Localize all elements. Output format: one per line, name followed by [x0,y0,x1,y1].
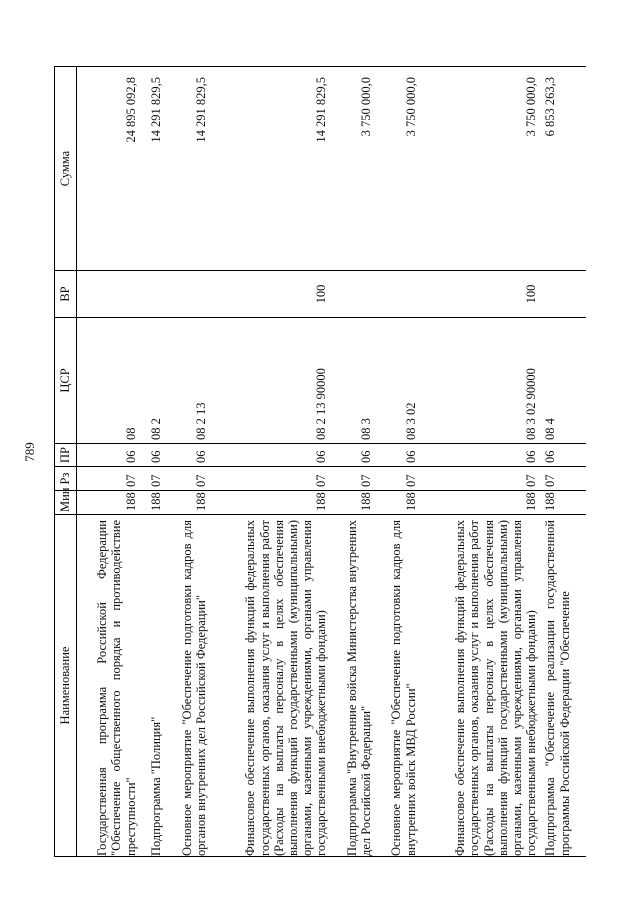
header-vr: ВР [55,271,77,318]
row-min: 188 [541,491,586,515]
row-sum: 3 750 000,0 [332,67,377,271]
row-csr: 08 3 [332,318,377,444]
row-name: Финансовое обеспечение выполнения функций федеральных государственных органов, оказания услуг и выполнения работ (Расходы на выплаты персоналу в целях обеспечения выполнения функций государственными (муниципальными) органами, казенными учреждениями, органами управления государственными внебюджетными фондами) [421,515,542,857]
row-csr: 08 3 02 90000 [421,318,542,444]
row-rz: 07 [541,467,586,491]
row-vr [141,271,167,318]
row-csr: 08 2 [141,318,167,444]
table-row [541,67,586,857]
table-row [166,67,211,857]
row-sum: 3 750 000,0 [376,67,421,271]
table-row [211,67,332,857]
table-header-row [55,67,77,857]
budget-table [54,66,586,857]
row-vr: 100 [421,271,542,318]
table-row [421,67,542,857]
row-name: Подпрограмма "Обеспечение реализации государственной программы Российской Федерации "Обеспечение [541,515,586,857]
row-vr: 100 [211,271,332,318]
table-row [332,67,377,857]
row-rz: 07 [141,467,167,491]
row-vr [166,271,211,318]
row-csr: 08 4 [541,318,586,444]
row-name: Подпрограмма "Внутренние войска Министерства внутренних дел Российской Федерации" [332,515,377,857]
row-min: 188 [211,491,332,515]
row-rz: 07 [166,467,211,491]
row-csr: 08 2 13 90000 [211,318,332,444]
row-sum: 6 853 263,3 [541,67,586,271]
row-min: 188 [77,491,141,515]
row-sum: 24 895 092,8 [77,67,141,271]
row-pr: 06 [541,444,586,467]
header-rz: Рз [55,467,77,491]
row-sum: 14 291 829,5 [211,67,332,271]
table-row [376,67,421,857]
row-pr: 06 [211,444,332,467]
table-row [141,67,167,857]
row-min: 188 [421,491,542,515]
row-csr: 08 [77,318,141,444]
row-rz: 07 [376,467,421,491]
row-rz: 07 [77,467,141,491]
row-vr [77,271,141,318]
row-csr: 08 2 13 [166,318,211,444]
row-vr [332,271,377,318]
row-sum: 14 291 829,5 [166,67,211,271]
header-name: Наименование [55,515,77,857]
row-pr: 06 [332,444,377,467]
row-min: 188 [376,491,421,515]
row-name: Государственная программа Российской Федерации "Обеспечение общественного порядка и противодействие преступности" [77,515,141,857]
row-pr: 06 [421,444,542,467]
row-name: Подпрограмма "Полиция" [141,515,167,857]
row-pr: 06 [77,444,141,467]
header-pr: ПР [55,444,77,467]
table-row [77,67,141,857]
row-pr: 06 [141,444,167,467]
row-min: 188 [166,491,211,515]
page-number: 789 [22,442,37,462]
row-vr [376,271,421,318]
row-rz: 07 [332,467,377,491]
row-csr: 08 3 02 [376,318,421,444]
row-sum: 14 291 829,5 [141,67,167,271]
row-min: 188 [141,491,167,515]
row-name: Финансовое обеспечение выполнения функций федеральных государственных органов, оказания услуг и выполнения работ (Расходы на выплаты персоналу в целях обеспечения выполнения функций государственными (муниципальными) органами, казенными учреждениями, органами управления государственными внебюджетными фондами) [211,515,332,857]
row-min: 188 [332,491,377,515]
row-name: Основное мероприятие "Обеспечение подготовки кадров для внутренних войск МВД России" [376,515,421,857]
row-pr: 06 [376,444,421,467]
header-csr: ЦСР [55,318,77,444]
row-sum: 3 750 000,0 [421,67,542,271]
budget-table-rotated [54,67,586,857]
row-rz: 07 [421,467,542,491]
row-rz: 07 [211,467,332,491]
row-pr: 06 [166,444,211,467]
row-vr [541,271,586,318]
header-min: Мин [55,491,77,515]
header-sum: Сумма [55,67,77,271]
row-name: Основное мероприятие "Обеспечение подготовки кадров для органов внутренних дел Российской Федерации" [166,515,211,857]
